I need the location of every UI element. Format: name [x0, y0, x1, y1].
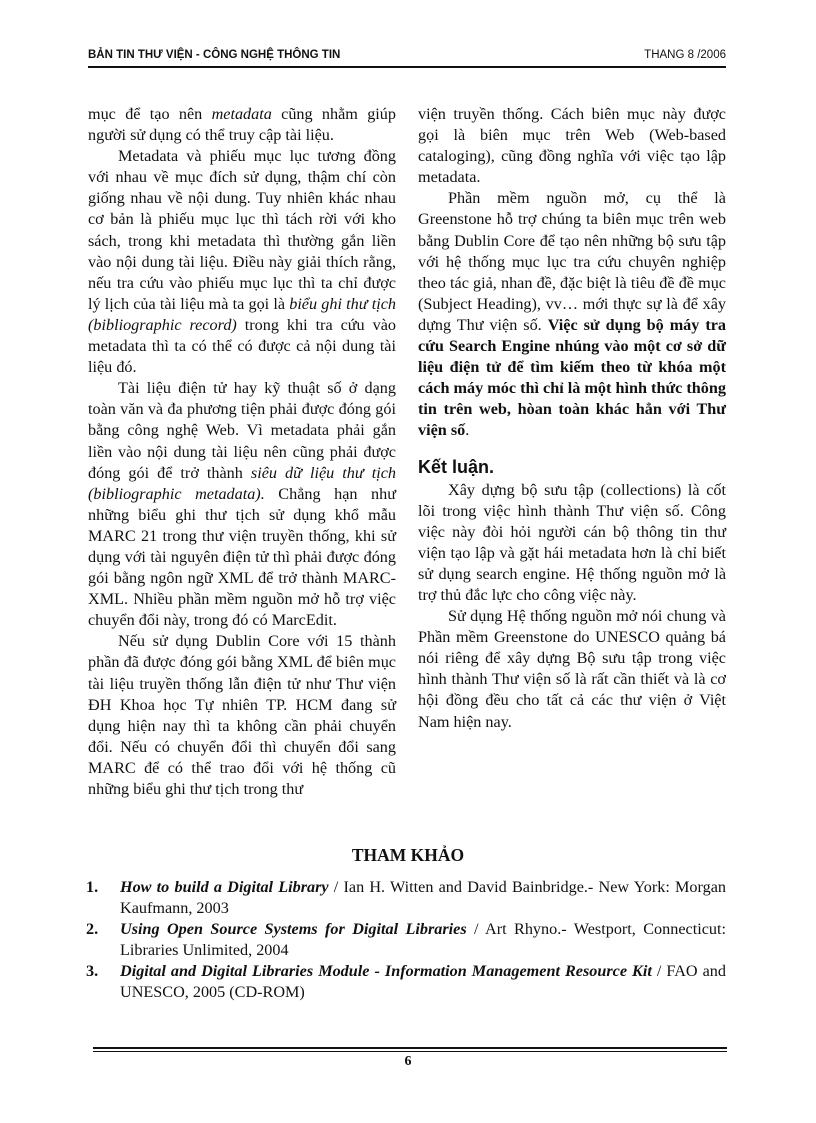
conclusion-heading: Kết luận.	[418, 456, 495, 477]
paragraph: Tài liệu điện tử hay kỹ thuật số ở dạng toàn văn và đa phương tiện phải được đóng gói bằng công nghệ Web. Vì metadata phải gắn liền vào nội dung tài liệu nên cũng phải được đóng gói để trở thành siêu dữ liệu thư tịch (bibliographic metadata). Chẳng hạn như những biểu ghi thư tịch sử dụng khổ mẫu MARC 21 trong thư viện truyền thống, khi sử dụng với tài nguyên điện tử thì phải được đóng gói bằng ngôn ngữ XML để trở thành MARC-XML. Nhiều phần mềm nguồn mở hỗ trợ việc chuyển đổi này, trong đó có MarcEdit.	[88, 379, 396, 630]
page-number: 6	[404, 1054, 412, 1069]
left-column	[88, 104, 396, 800]
references-list	[86, 877, 726, 1004]
footer-rule	[93, 1047, 727, 1049]
right-column	[418, 104, 726, 733]
reference-item: 3. Digital and Digital Libraries Module - Information Management Resource Kit / FAO and UNESCO, 2005 (CD-ROM)	[86, 962, 726, 1002]
running-header	[88, 46, 726, 66]
references-title: THAM KHẢO	[351, 845, 465, 865]
header-rule	[88, 66, 726, 68]
emphasis-statement: Việc sử dụng bộ máy tra cứu Search Engine nhúng vào một cơ sở dữ liệu điện tử để tìm kiếm theo từ khóa một cách máy móc thì chỉ là một hình thức thông tin trên web, hòan toàn khác hẳn với Thư viện số	[418, 315, 727, 440]
paragraph: Nếu sử dụng Dublin Core với 15 thành phần đã được đóng gói bằng XML để biên mục tài liệu truyền thống lẫn điện tử như Thư viện ĐH Khoa học Tự nhiên TP. HCM đang sử dụng hiện nay thì ta không cần phải chuyển đổi. Nếu có chuyển đổi thì chuyển đổi sang MARC để có thể trao đổi với hệ thống cũ những biểu ghi thư tịch trong thư	[88, 632, 396, 798]
reference-title: Digital and Digital Libraries Module - Information Management Resource Kit	[120, 962, 652, 981]
paragraph: mục để tạo nên metadata cũng nhằm giúp người sử dụng có thể truy cập tài liệu.	[88, 105, 396, 145]
paragraph: Xây dựng bộ sưu tập (collections) là cốt lõi trong việc hình thành Thư viện số. Công việc này đòi hỏi người cán bộ thông tin thư viện tạo lập và gặt hái metadata hơn là chỉ biết sử dụng search engine. Hệ thống nguồn mở là trợ thủ đắc lực cho công việc này.	[418, 480, 726, 604]
paragraph: Phần mềm nguồn mở, cụ thể là Greenstone hỗ trợ chúng ta biên mục trên web bằng Dublin Core để tạo nên những bộ sưu tập với hệ thống mục lục tra cứu chuyên nghiệp theo tác giả, nhan đề, đặc biệt là tiêu đề đề mục (Subject Heading), vv… mới thực sự là để xây dựng Thư viện số. Việc sử dụng bộ máy tra cứu Search Engine nhúng vào một cơ sở dữ liệu điện tử để tìm kiếm theo từ khóa một cách máy móc thì chỉ là một hình thức thông tin trên web, hòan toàn khác hẳn với Thư viện số.	[418, 189, 727, 440]
paragraph: Sử dụng Hệ thống nguồn mở nói chung và Phần mềm Greenstone do UNESCO quảng bá nói riêng để xây dựng Bộ sưu tập trong việc hình thành Thư viện số là rất cần thiết và là cơ hội đồng đều cho tất cả các thư viện ở Việt Nam hiện nay.	[418, 607, 726, 731]
reference-title: Using Open Source Systems for Digital Libraries	[120, 920, 467, 939]
reference-title: How to build a Digital Library	[120, 878, 329, 896]
footer-rule-thin	[93, 1051, 727, 1052]
header-issue-date: THANG 8 /2006	[644, 49, 726, 61]
paragraph: viện truyền thống. Cách biên mục này được gọi là biên mục trên Web (Web-based cataloging), cũng đồng nghĩa với việc tạo lập metadata.	[418, 105, 726, 187]
reference-item: 2. Using Open Source Systems for Digital Libraries / Art Rhyno.- Westport, Connecticut: Libraries Unlimited, 2004	[86, 920, 726, 960]
header-publication-title: BẢN TIN THƯ VIỆN - CÔNG NGHỆ THÔNG TIN	[88, 49, 341, 61]
paragraph: Metadata và phiếu mục lục tương đồng với nhau về mục đích sử dụng, thậm chí còn giống nhau về nội dung. Tuy nhiên khác nhau cơ bản là phiếu mục lục thì tách rời với kho sách, trong khi metadata thì thường gắn liền vào nội dung tài liệu. Điều này giải thích rằng, nếu tra cứu vào phiếu mục lục thì ta chỉ được lý lịch của tài liệu mà ta gọi là biểu ghi thư tịch (bibliographic record) trong khi tra cứu vào metadata thì ta có thể có được cả nội dung tài liệu đó.	[88, 147, 397, 377]
reference-item: 1. How to build a Digital Library / Ian H. Witten and David Bainbridge.- New York: Morgan Kaufmann, 2003	[86, 878, 726, 918]
